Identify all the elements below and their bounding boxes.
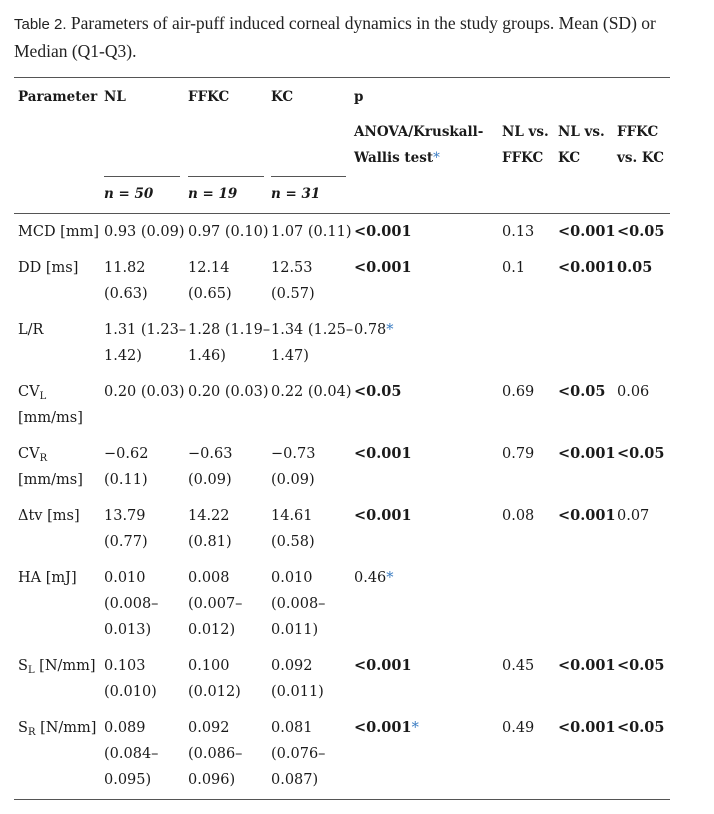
asterisk-note: *: [411, 720, 419, 736]
header-ffkc-vs-kc-line2: vs. KC: [617, 150, 664, 166]
row-parameter: $S_L$ [N/mm]: [18, 658, 96, 676]
header-nl-vs-kc: NL vs.: [558, 124, 605, 140]
cell-nl-kc: <0.001: [558, 719, 616, 736]
cell-p: 0.46*: [354, 570, 394, 586]
cell-ffkc: 0.092: [188, 720, 230, 736]
cell-nl-ffkc: 0.69: [502, 384, 535, 400]
cell-nl-kc: <0.001: [558, 445, 616, 462]
cell-kc: (0.008–: [271, 596, 326, 612]
header-nl: NL: [104, 89, 126, 105]
cell-kc: (0.076–: [271, 746, 326, 762]
header-kc: KC: [271, 89, 294, 105]
cell-nl-ffkc: 0.13: [502, 224, 535, 240]
cell-p: <0.001: [354, 445, 412, 462]
caption-text: Parameters of air-puff induced corneal dynamics in the study groups. Mean (SD) or Median (Q1-Q3).: [14, 13, 656, 61]
cell-p: <0.001: [354, 223, 412, 240]
cell-nl: (0.008–: [104, 596, 159, 612]
row-parameter: DD [ms]: [18, 260, 79, 276]
cell-ffkc: (0.086–: [188, 746, 243, 762]
header-p: p: [354, 89, 364, 105]
cell-ffkc-kc: 0.05: [617, 259, 653, 276]
cell-kc: 14.61: [271, 508, 313, 524]
cell-kc: 0.092: [271, 658, 313, 674]
header-ffkc-vs-kc: FFKC: [617, 124, 659, 140]
group-subrule-ffkc: [188, 176, 264, 177]
cell-kc: 0.081: [271, 720, 313, 736]
cell-p: 0.78*: [354, 322, 394, 338]
cell-kc: 0.011): [271, 622, 319, 638]
cell-nl: −0.62: [104, 446, 149, 462]
cell-nl: 13.79: [104, 508, 146, 524]
header-nl-vs-kc-line2: KC: [558, 150, 581, 166]
cell-p: <0.001: [354, 259, 412, 276]
cell-nl-ffkc: 0.79: [502, 446, 535, 462]
cell-nl: 0.013): [104, 622, 152, 638]
cell-ffkc: (0.81): [188, 534, 232, 550]
cell-ffkc: (0.09): [188, 472, 232, 488]
row-parameter: L/R: [18, 322, 44, 338]
cell-nl: (0.77): [104, 534, 148, 550]
cell-ffkc: −0.63: [188, 446, 233, 462]
row-parameter: HA [mJ]: [18, 570, 77, 586]
cell-nl: 0.103: [104, 658, 146, 674]
cell-ffkc: 0.008: [188, 570, 230, 586]
cell-nl: 0.010: [104, 570, 146, 586]
cell-ffkc: (0.012): [188, 684, 241, 700]
cell-ffkc-kc: 0.06: [617, 384, 650, 400]
row-parameter: MCD [mm]: [18, 224, 99, 240]
header-parameter: Parameter: [18, 89, 98, 105]
cell-nl-kc: <0.001: [558, 223, 616, 240]
cell-ffkc-kc: 0.07: [617, 508, 650, 524]
cell-kc: (0.09): [271, 472, 315, 488]
cell-ffkc-kc: <0.05: [617, 719, 665, 736]
cell-nl: (0.11): [104, 472, 148, 488]
bottom-rule: [14, 799, 670, 800]
header-nl-vs-ffkc: NL vs.: [502, 124, 549, 140]
cell-ffkc-kc: <0.05: [617, 657, 665, 674]
cell-nl: 11.82: [104, 260, 146, 276]
row-parameter: $CV_R$ [mm/ms]: [18, 446, 83, 488]
cell-ffkc: 0.97 (0.10): [188, 224, 269, 240]
cell-nl-kc: <0.001: [558, 657, 616, 674]
header-rule: [14, 213, 670, 214]
cell-nl: 1.31 (1.23–: [104, 322, 187, 338]
caption-label: Table 2.: [14, 16, 67, 33]
group-subrule-nl: [104, 176, 180, 177]
cell-ffkc: 0.100: [188, 658, 230, 674]
cell-kc: 0.010: [271, 570, 313, 586]
header-nl-vs-ffkc-line2: FFKC: [502, 150, 544, 166]
cell-nl: 0.095): [104, 772, 152, 788]
cell-nl: 1.42): [104, 348, 142, 364]
cell-kc: 1.34 (1.25–: [271, 322, 354, 338]
cell-kc: 1.47): [271, 348, 309, 364]
cell-kc: (0.58): [271, 534, 315, 550]
group-subrule-kc: [271, 176, 346, 177]
header-anova-line2: Wallis test*: [354, 150, 440, 166]
cell-kc: (0.011): [271, 684, 324, 700]
cell-kc: 0.087): [271, 772, 319, 788]
cell-ffkc: (0.65): [188, 286, 232, 302]
cell-p: <0.001: [354, 657, 412, 674]
cell-ffkc: 14.22: [188, 508, 230, 524]
row-parameter: $S_R$ [N/mm]: [18, 720, 97, 738]
cell-ffkc: (0.007–: [188, 596, 243, 612]
cell-ffkc: 12.14: [188, 260, 230, 276]
cell-nl-kc: <0.001: [558, 507, 616, 524]
cell-p: <0.001*: [354, 719, 419, 736]
cell-nl-ffkc: 0.45: [502, 658, 535, 674]
top-rule: [14, 77, 670, 78]
header-anova: ANOVA/Kruskall-: [354, 124, 484, 140]
cell-ffkc: 1.46): [188, 348, 226, 364]
cell-ffkc: 1.28 (1.19–: [188, 322, 271, 338]
cell-nl-ffkc: 0.08: [502, 508, 535, 524]
n-kc: n = 31: [271, 186, 321, 202]
cell-kc: −0.73: [271, 446, 316, 462]
asterisk-note: *: [386, 570, 394, 586]
cell-nl: 0.93 (0.09): [104, 224, 185, 240]
cell-nl-ffkc: 0.1: [502, 260, 526, 276]
table-caption: [14, 10, 674, 64]
cell-ffkc: 0.20 (0.03): [188, 384, 269, 400]
cell-nl: (0.63): [104, 286, 148, 302]
cell-nl: 0.089: [104, 720, 146, 736]
row-parameter: $CV_L$ [mm/ms]: [18, 384, 83, 426]
n-nl: n = 50: [104, 186, 154, 202]
n-ffkc: n = 19: [188, 186, 238, 202]
cell-kc: 0.22 (0.04): [271, 384, 352, 400]
cell-nl-kc: <0.001: [558, 259, 616, 276]
cell-ffkc: 0.096): [188, 772, 236, 788]
cell-ffkc-kc: <0.05: [617, 223, 665, 240]
cell-ffkc: 0.012): [188, 622, 236, 638]
cell-nl-ffkc: 0.49: [502, 720, 535, 736]
cell-nl: (0.010): [104, 684, 157, 700]
cell-nl: (0.084–: [104, 746, 159, 762]
cell-kc: (0.57): [271, 286, 315, 302]
cell-nl: 0.20 (0.03): [104, 384, 185, 400]
cell-p: <0.05: [354, 383, 402, 400]
cell-kc: 1.07 (0.11): [271, 224, 352, 240]
cell-kc: 12.53: [271, 260, 313, 276]
asterisk-note: *: [386, 322, 394, 338]
cell-nl-kc: <0.05: [558, 383, 606, 400]
asterisk-note: *: [433, 150, 440, 166]
cell-ffkc-kc: <0.05: [617, 445, 665, 462]
row-parameter: Δtv [ms]: [18, 508, 80, 524]
header-ffkc: FFKC: [188, 89, 230, 105]
cell-p: <0.001: [354, 507, 412, 524]
